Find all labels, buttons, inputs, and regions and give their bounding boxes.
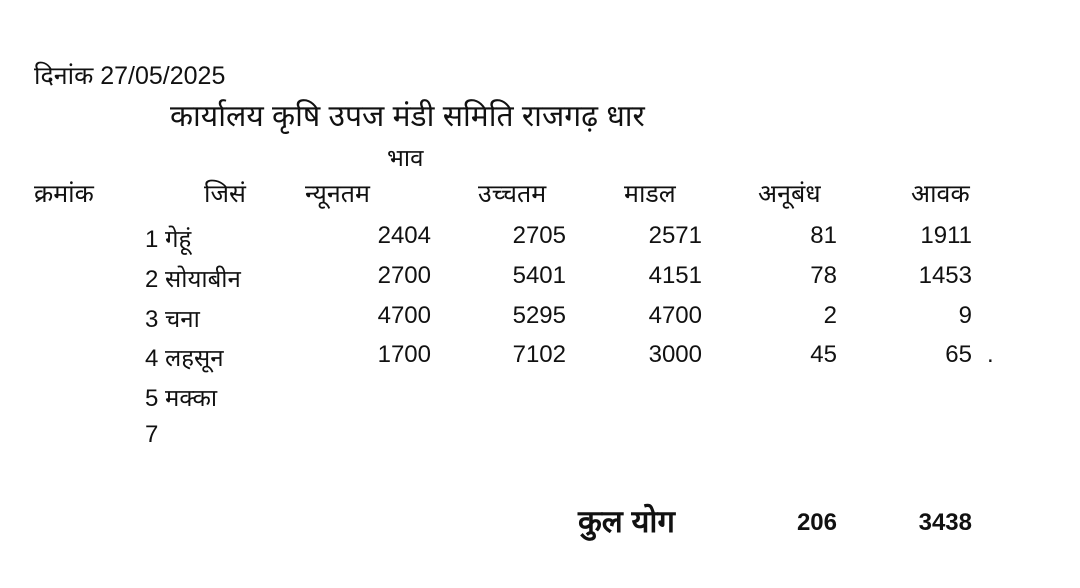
min-cell: 2700 bbox=[377, 262, 431, 289]
rates-subtitle: भाव bbox=[387, 145, 424, 172]
crop-cell: 7 bbox=[145, 421, 159, 448]
trailing-mark: . bbox=[987, 341, 994, 368]
header-model: माडल bbox=[624, 180, 676, 208]
min-cell: 4700 bbox=[377, 302, 431, 329]
contract-cell: 81 bbox=[810, 222, 837, 249]
arrival-cell: 65 bbox=[945, 341, 972, 368]
header-arrival: आवक bbox=[911, 180, 970, 208]
model-cell: 4151 bbox=[648, 262, 702, 289]
arrival-cell: 1453 bbox=[918, 262, 972, 289]
contract-cell: 2 bbox=[823, 302, 837, 329]
office-title: कार्यालय कृषि उपज मंडी समिति राजगढ़ धार bbox=[170, 100, 645, 133]
arrival-cell: 1911 bbox=[920, 222, 972, 249]
model-cell: 2571 bbox=[648, 222, 702, 249]
header-serial: क्रमांक bbox=[34, 180, 94, 208]
arrival-cell: 9 bbox=[958, 302, 972, 329]
table-row bbox=[0, 302, 1080, 342]
table-row bbox=[0, 421, 1080, 461]
table-row bbox=[0, 262, 1080, 302]
min-cell: 1700 bbox=[377, 341, 431, 368]
max-cell: 2705 bbox=[512, 222, 566, 249]
total-contract: 206 bbox=[796, 509, 837, 536]
date-line: दिनांक 27/05/2025 bbox=[34, 62, 226, 90]
crop-cell: 1 गेहूं bbox=[145, 226, 192, 253]
contract-cell: 78 bbox=[810, 262, 837, 289]
header-max: उच्चतम bbox=[478, 180, 547, 208]
total-label: कुल योग bbox=[578, 504, 675, 539]
max-cell: 5401 bbox=[512, 262, 566, 289]
model-cell: 4700 bbox=[648, 302, 702, 329]
model-cell: 3000 bbox=[648, 341, 702, 368]
header-crop: जिसं bbox=[204, 180, 246, 208]
total-arrival: 3438 bbox=[918, 509, 972, 536]
crop-cell: 4 लहसून bbox=[145, 345, 224, 372]
max-cell: 5295 bbox=[512, 302, 566, 329]
min-cell: 2404 bbox=[377, 222, 431, 249]
table-row bbox=[0, 222, 1080, 262]
table-row bbox=[0, 341, 1080, 381]
header-min: न्यूनतम bbox=[305, 180, 370, 208]
crop-cell: 3 चना bbox=[145, 306, 200, 333]
table-row bbox=[0, 381, 1080, 421]
crop-cell: 5 मक्का bbox=[145, 385, 218, 412]
contract-cell: 45 bbox=[810, 341, 837, 368]
crop-cell: 2 सोयाबीन bbox=[145, 266, 241, 293]
header-contract: अनूबंध bbox=[758, 180, 821, 208]
max-cell: 7102 bbox=[512, 341, 566, 368]
